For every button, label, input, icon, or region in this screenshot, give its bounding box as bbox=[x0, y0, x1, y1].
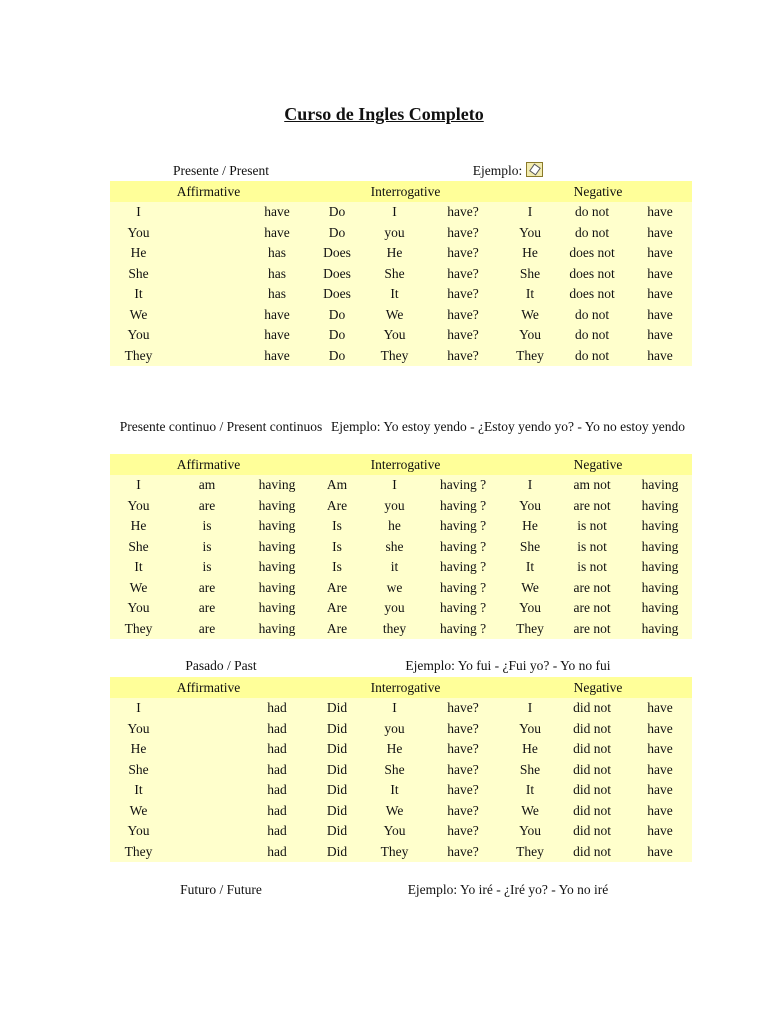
cell-q-verb: have? bbox=[422, 305, 504, 326]
cell-aux: is bbox=[167, 516, 247, 537]
cell-n-aux: are not bbox=[556, 578, 628, 599]
cell-n-pronoun: We bbox=[504, 578, 556, 599]
cell-q-pronoun: You bbox=[367, 821, 422, 842]
cell-pronoun: I bbox=[110, 202, 167, 223]
cell-n-aux: are not bbox=[556, 598, 628, 619]
cell-n-verb: having bbox=[628, 557, 692, 578]
cell-n-pronoun: I bbox=[504, 698, 556, 719]
cell-pronoun: It bbox=[110, 780, 167, 801]
cell-n-aux: did not bbox=[556, 842, 628, 863]
table-row bbox=[110, 780, 692, 801]
cell-verb: had bbox=[247, 760, 307, 781]
column-header-negative: Negative bbox=[504, 454, 692, 475]
cell-n-pronoun: She bbox=[504, 264, 556, 285]
cell-verb: having bbox=[247, 475, 307, 496]
table-row bbox=[110, 801, 692, 822]
cell-q-verb: having ? bbox=[422, 598, 504, 619]
cell-aux: are bbox=[167, 598, 247, 619]
cell-pronoun: They bbox=[110, 619, 167, 640]
cell-q-verb: have? bbox=[422, 284, 504, 305]
column-header-interrogative: Interrogative bbox=[307, 181, 504, 202]
cell-n-pronoun: It bbox=[504, 284, 556, 305]
table-row bbox=[110, 557, 692, 578]
cell-q-verb: have? bbox=[422, 780, 504, 801]
cell-pronoun: She bbox=[110, 760, 167, 781]
cell-aux: is bbox=[167, 557, 247, 578]
cell-n-verb: have bbox=[628, 346, 692, 367]
cell-n-aux: am not bbox=[556, 475, 628, 496]
cell-n-aux: do not bbox=[556, 202, 628, 223]
cell-n-aux: did not bbox=[556, 821, 628, 842]
cell-q-pronoun: you bbox=[367, 496, 422, 517]
cell-q-aux: Did bbox=[307, 698, 367, 719]
cell-q-pronoun: he bbox=[367, 516, 422, 537]
cell-n-pronoun: They bbox=[504, 346, 556, 367]
table-row bbox=[110, 243, 692, 264]
cell-q-verb: have? bbox=[422, 801, 504, 822]
table-row bbox=[110, 537, 692, 558]
cell-q-aux: Do bbox=[307, 325, 367, 346]
cell-n-verb: have bbox=[628, 264, 692, 285]
cell-q-pronoun: They bbox=[367, 346, 422, 367]
cell-q-aux: Is bbox=[307, 537, 367, 558]
example-line: Ejemplo: Yo fui - ¿Fui yo? - Yo no fui bbox=[405, 658, 611, 673]
header-row bbox=[110, 454, 692, 475]
cell-q-verb: have? bbox=[422, 264, 504, 285]
conjugation-table-present bbox=[110, 181, 692, 366]
column-header-negative: Negative bbox=[504, 181, 692, 202]
cell-n-aux: did not bbox=[556, 801, 628, 822]
cell-q-pronoun: They bbox=[367, 842, 422, 863]
column-header-negative: Negative bbox=[504, 677, 692, 698]
cell-q-pronoun: you bbox=[367, 719, 422, 740]
cell-aux: are bbox=[167, 496, 247, 517]
cell-n-aux: does not bbox=[556, 243, 628, 264]
cell-n-verb: have bbox=[628, 223, 692, 244]
cell-q-aux: Did bbox=[307, 842, 367, 863]
example-line: Ejemplo: Yo iré - ¿Iré yo? - Yo no iré bbox=[407, 882, 609, 897]
cell-q-verb: have? bbox=[422, 821, 504, 842]
cell-verb: having bbox=[247, 578, 307, 599]
cell-verb: having bbox=[247, 496, 307, 517]
cell-pronoun: She bbox=[110, 264, 167, 285]
cell-n-verb: have bbox=[628, 760, 692, 781]
section-label: Pasado / Past bbox=[185, 658, 257, 673]
cell-verb: have bbox=[247, 223, 307, 244]
cell-aux bbox=[167, 801, 247, 822]
cell-verb: had bbox=[247, 780, 307, 801]
cell-aux bbox=[167, 739, 247, 760]
column-header-affirmative: Affirmative bbox=[110, 181, 307, 202]
cell-n-pronoun: You bbox=[504, 223, 556, 244]
cell-q-pronoun: You bbox=[367, 325, 422, 346]
cell-verb: having bbox=[247, 537, 307, 558]
cell-n-verb: have bbox=[628, 842, 692, 863]
cell-n-pronoun: He bbox=[504, 243, 556, 264]
cell-q-aux: Do bbox=[307, 346, 367, 367]
cell-n-verb: have bbox=[628, 780, 692, 801]
cell-q-verb: have? bbox=[422, 760, 504, 781]
cell-n-verb: having bbox=[628, 619, 692, 640]
cell-q-pronoun: She bbox=[367, 760, 422, 781]
cell-q-verb: have? bbox=[422, 243, 504, 264]
cell-q-pronoun: she bbox=[367, 537, 422, 558]
cell-n-pronoun: We bbox=[504, 801, 556, 822]
cell-pronoun: It bbox=[110, 284, 167, 305]
table-row bbox=[110, 305, 692, 326]
cell-n-pronoun: You bbox=[504, 821, 556, 842]
cell-verb: have bbox=[247, 346, 307, 367]
cell-pronoun: He bbox=[110, 739, 167, 760]
cell-q-aux: Do bbox=[307, 305, 367, 326]
cell-q-aux: Does bbox=[307, 243, 367, 264]
cell-pronoun: I bbox=[110, 475, 167, 496]
cell-verb: having bbox=[247, 557, 307, 578]
table-row bbox=[110, 496, 692, 517]
cell-verb: had bbox=[247, 801, 307, 822]
cell-n-verb: having bbox=[628, 598, 692, 619]
pencil-note-icon[interactable] bbox=[526, 162, 543, 177]
cell-n-verb: have bbox=[628, 801, 692, 822]
cell-pronoun: He bbox=[110, 516, 167, 537]
cell-aux bbox=[167, 325, 247, 346]
cell-q-aux: Is bbox=[307, 557, 367, 578]
section-label: Futuro / Future bbox=[180, 882, 262, 897]
cell-n-aux: do not bbox=[556, 346, 628, 367]
cell-pronoun: I bbox=[110, 698, 167, 719]
table-row bbox=[110, 202, 692, 223]
cell-n-aux: do not bbox=[556, 325, 628, 346]
cell-n-aux: is not bbox=[556, 537, 628, 558]
cell-n-pronoun: You bbox=[504, 325, 556, 346]
cell-n-pronoun: It bbox=[504, 557, 556, 578]
cell-q-pronoun: We bbox=[367, 801, 422, 822]
cell-q-aux: Did bbox=[307, 780, 367, 801]
table-row bbox=[110, 619, 692, 640]
cell-aux bbox=[167, 284, 247, 305]
cell-verb: had bbox=[247, 821, 307, 842]
cell-pronoun: We bbox=[110, 305, 167, 326]
cell-n-verb: having bbox=[628, 496, 692, 517]
table-row bbox=[110, 598, 692, 619]
cell-aux bbox=[167, 842, 247, 863]
cell-n-pronoun: She bbox=[504, 537, 556, 558]
cell-q-aux: Do bbox=[307, 202, 367, 223]
cell-aux bbox=[167, 305, 247, 326]
cell-q-verb: have? bbox=[422, 202, 504, 223]
cell-n-verb: have bbox=[628, 305, 692, 326]
cell-pronoun: We bbox=[110, 578, 167, 599]
cell-q-verb: having ? bbox=[422, 619, 504, 640]
cell-q-aux: Do bbox=[307, 223, 367, 244]
cell-n-pronoun: She bbox=[504, 760, 556, 781]
table-row bbox=[110, 284, 692, 305]
cell-n-verb: having bbox=[628, 578, 692, 599]
cell-n-aux: do not bbox=[556, 223, 628, 244]
cell-verb: had bbox=[247, 698, 307, 719]
cell-q-verb: have? bbox=[422, 842, 504, 863]
cell-n-pronoun: We bbox=[504, 305, 556, 326]
cell-n-aux: is not bbox=[556, 516, 628, 537]
cell-q-verb: have? bbox=[422, 698, 504, 719]
cell-verb: have bbox=[247, 325, 307, 346]
cell-n-pronoun: I bbox=[504, 475, 556, 496]
header-row bbox=[110, 677, 692, 698]
cell-pronoun: You bbox=[110, 223, 167, 244]
cell-pronoun: They bbox=[110, 346, 167, 367]
cell-q-aux: Are bbox=[307, 598, 367, 619]
cell-verb: having bbox=[247, 619, 307, 640]
cell-n-aux: are not bbox=[556, 496, 628, 517]
table-row bbox=[110, 346, 692, 367]
table-row bbox=[110, 223, 692, 244]
cell-aux: are bbox=[167, 619, 247, 640]
cell-n-pronoun: You bbox=[504, 496, 556, 517]
cell-q-aux: Did bbox=[307, 739, 367, 760]
cell-q-pronoun: we bbox=[367, 578, 422, 599]
cell-q-verb: have? bbox=[422, 325, 504, 346]
table-row bbox=[110, 719, 692, 740]
page-title: Curso de Ingles Completo bbox=[284, 104, 484, 124]
cell-n-verb: have bbox=[628, 698, 692, 719]
cell-n-aux: does not bbox=[556, 284, 628, 305]
cell-n-aux: did not bbox=[556, 760, 628, 781]
cell-n-verb: having bbox=[628, 475, 692, 496]
cell-n-verb: have bbox=[628, 243, 692, 264]
cell-n-pronoun: He bbox=[504, 516, 556, 537]
cell-q-verb: having ? bbox=[422, 496, 504, 517]
cell-aux bbox=[167, 780, 247, 801]
cell-n-aux: did not bbox=[556, 698, 628, 719]
cell-q-pronoun: it bbox=[367, 557, 422, 578]
cell-q-aux: Does bbox=[307, 264, 367, 285]
example-line bbox=[318, 162, 698, 179]
cell-verb: had bbox=[247, 842, 307, 863]
cell-verb: had bbox=[247, 719, 307, 740]
cell-q-aux: Are bbox=[307, 619, 367, 640]
cell-q-verb: having ? bbox=[422, 475, 504, 496]
cell-pronoun: They bbox=[110, 842, 167, 863]
column-header-interrogative: Interrogative bbox=[307, 454, 504, 475]
cell-pronoun: You bbox=[110, 821, 167, 842]
cell-q-aux: Does bbox=[307, 284, 367, 305]
cell-pronoun: You bbox=[110, 598, 167, 619]
cell-q-verb: have? bbox=[422, 739, 504, 760]
cell-q-aux: Are bbox=[307, 578, 367, 599]
cell-n-verb: have bbox=[628, 284, 692, 305]
cell-pronoun: It bbox=[110, 557, 167, 578]
cell-q-pronoun: I bbox=[367, 698, 422, 719]
conjugation-table-past bbox=[110, 677, 692, 862]
example-line: Ejemplo: Yo estoy yendo - ¿Estoy yendo yo? - Yo no estoy yendo bbox=[331, 419, 685, 434]
cell-q-pronoun: It bbox=[367, 780, 422, 801]
table-row bbox=[110, 821, 692, 842]
cell-q-verb: having ? bbox=[422, 516, 504, 537]
cell-n-pronoun: I bbox=[504, 202, 556, 223]
cell-q-pronoun: you bbox=[367, 223, 422, 244]
cell-q-verb: have? bbox=[422, 719, 504, 740]
cell-n-aux: is not bbox=[556, 557, 628, 578]
cell-q-verb: have? bbox=[422, 346, 504, 367]
cell-q-pronoun: they bbox=[367, 619, 422, 640]
table-row bbox=[110, 760, 692, 781]
cell-verb: having bbox=[247, 598, 307, 619]
cell-pronoun: She bbox=[110, 537, 167, 558]
cell-q-pronoun: We bbox=[367, 305, 422, 326]
cell-n-verb: have bbox=[628, 325, 692, 346]
cell-q-pronoun: you bbox=[367, 598, 422, 619]
table-row bbox=[110, 516, 692, 537]
column-header-affirmative: Affirmative bbox=[110, 677, 307, 698]
cell-pronoun: We bbox=[110, 801, 167, 822]
cell-n-verb: having bbox=[628, 516, 692, 537]
header-row bbox=[110, 181, 692, 202]
cell-q-pronoun: He bbox=[367, 243, 422, 264]
cell-aux: are bbox=[167, 578, 247, 599]
cell-n-pronoun: You bbox=[504, 598, 556, 619]
cell-aux bbox=[167, 760, 247, 781]
cell-aux bbox=[167, 264, 247, 285]
column-header-interrogative: Interrogative bbox=[307, 677, 504, 698]
cell-pronoun: You bbox=[110, 719, 167, 740]
cell-aux bbox=[167, 821, 247, 842]
cell-q-pronoun: He bbox=[367, 739, 422, 760]
column-header-affirmative: Affirmative bbox=[110, 454, 307, 475]
section-label: Presente continuo / Present continuos bbox=[119, 419, 323, 434]
cell-pronoun: You bbox=[110, 496, 167, 517]
cell-aux bbox=[167, 202, 247, 223]
cell-aux: am bbox=[167, 475, 247, 496]
cell-verb: having bbox=[247, 516, 307, 537]
cell-pronoun: You bbox=[110, 325, 167, 346]
cell-n-aux: does not bbox=[556, 264, 628, 285]
table-row bbox=[110, 578, 692, 599]
cell-n-verb: have bbox=[628, 739, 692, 760]
table-row bbox=[110, 264, 692, 285]
cell-n-aux: did not bbox=[556, 719, 628, 740]
cell-q-aux: Are bbox=[307, 496, 367, 517]
cell-aux bbox=[167, 346, 247, 367]
cell-n-aux: did not bbox=[556, 780, 628, 801]
example-text: Ejemplo: bbox=[472, 163, 523, 178]
cell-q-pronoun: It bbox=[367, 284, 422, 305]
cell-verb: have bbox=[247, 305, 307, 326]
cell-q-verb: having ? bbox=[422, 557, 504, 578]
cell-aux bbox=[167, 243, 247, 264]
cell-n-pronoun: It bbox=[504, 780, 556, 801]
cell-q-aux: Did bbox=[307, 821, 367, 842]
cell-n-pronoun: They bbox=[504, 619, 556, 640]
cell-n-verb: have bbox=[628, 202, 692, 223]
cell-q-pronoun: I bbox=[367, 475, 422, 496]
cell-n-aux: do not bbox=[556, 305, 628, 326]
cell-aux bbox=[167, 698, 247, 719]
conjugation-table-present-continuous bbox=[110, 454, 692, 639]
cell-n-verb: have bbox=[628, 719, 692, 740]
cell-n-aux: did not bbox=[556, 739, 628, 760]
cell-aux bbox=[167, 223, 247, 244]
table-row bbox=[110, 325, 692, 346]
cell-verb: has bbox=[247, 243, 307, 264]
cell-verb: has bbox=[247, 284, 307, 305]
cell-n-aux: are not bbox=[556, 619, 628, 640]
cell-q-aux: Did bbox=[307, 760, 367, 781]
table-row bbox=[110, 475, 692, 496]
table-row bbox=[110, 698, 692, 719]
cell-q-pronoun: She bbox=[367, 264, 422, 285]
cell-n-verb: have bbox=[628, 821, 692, 842]
section-label: Presente / Present bbox=[173, 163, 269, 178]
cell-q-verb: having ? bbox=[422, 578, 504, 599]
cell-n-pronoun: They bbox=[504, 842, 556, 863]
cell-pronoun: He bbox=[110, 243, 167, 264]
cell-q-aux: Is bbox=[307, 516, 367, 537]
cell-q-verb: having ? bbox=[422, 537, 504, 558]
cell-verb: has bbox=[247, 264, 307, 285]
cell-q-pronoun: I bbox=[367, 202, 422, 223]
cell-q-aux: Did bbox=[307, 719, 367, 740]
cell-aux bbox=[167, 719, 247, 740]
cell-n-verb: having bbox=[628, 537, 692, 558]
cell-q-aux: Did bbox=[307, 801, 367, 822]
cell-q-verb: have? bbox=[422, 223, 504, 244]
cell-n-pronoun: You bbox=[504, 719, 556, 740]
table-row bbox=[110, 739, 692, 760]
cell-n-pronoun: He bbox=[504, 739, 556, 760]
cell-verb: have bbox=[247, 202, 307, 223]
cell-q-aux: Am bbox=[307, 475, 367, 496]
cell-verb: had bbox=[247, 739, 307, 760]
table-row bbox=[110, 842, 692, 863]
cell-aux: is bbox=[167, 537, 247, 558]
